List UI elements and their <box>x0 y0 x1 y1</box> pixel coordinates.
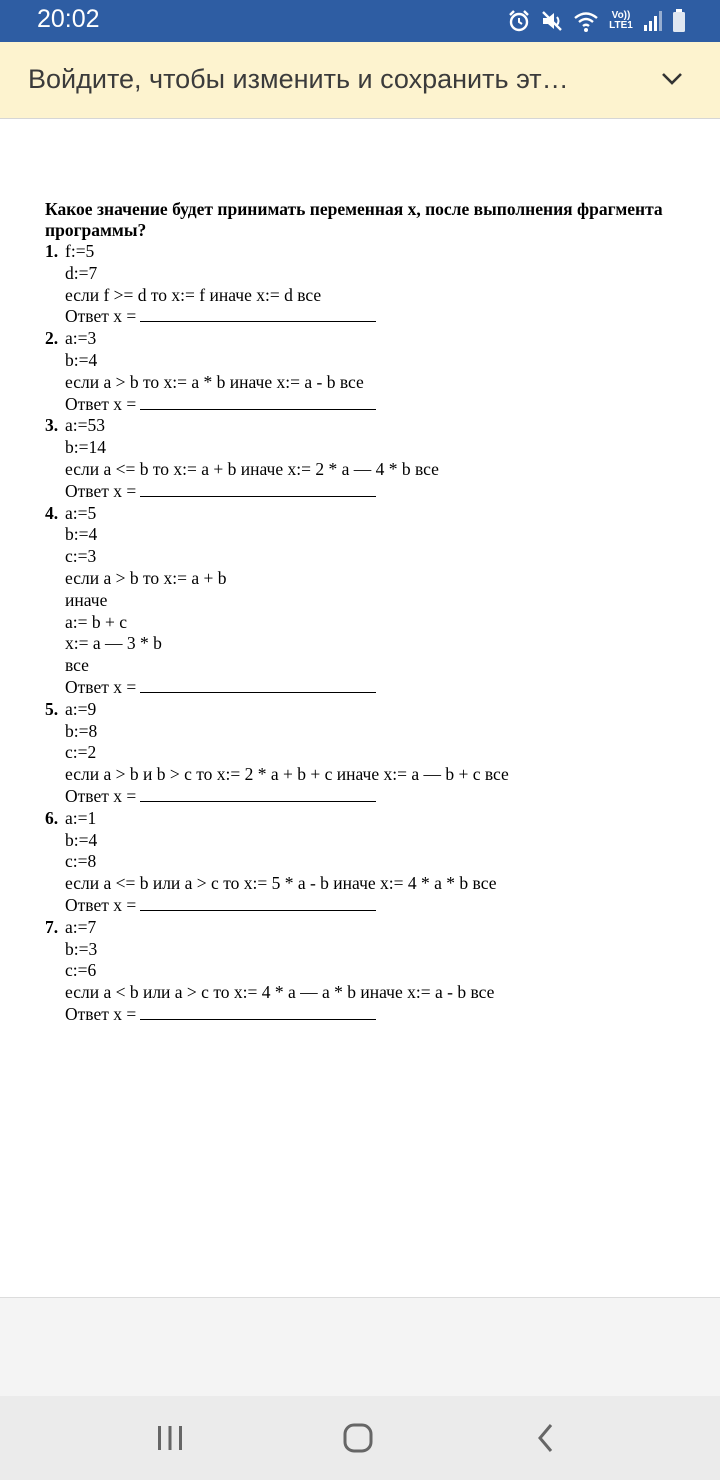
home-button[interactable] <box>336 1416 380 1460</box>
back-button[interactable] <box>524 1416 568 1460</box>
answer-label: Ответ x = <box>65 785 137 806</box>
task-line <box>45 982 695 1004</box>
answer-label: Ответ x = <box>65 894 137 915</box>
task-line <box>45 263 695 285</box>
task-number: 7. <box>45 916 59 937</box>
task-line <box>45 721 695 743</box>
task-line <box>45 568 695 590</box>
code-text: c:=2 <box>65 742 97 763</box>
chevron-down-icon[interactable] <box>660 70 684 88</box>
code-text: a:= b + c <box>65 611 128 632</box>
code-text: если f >= d то x:= f иначе x:= d все <box>65 284 322 305</box>
bottom-panel <box>0 1297 720 1396</box>
code-text: b:=8 <box>65 720 98 741</box>
task-number: 1. <box>45 241 59 261</box>
task-line <box>45 633 695 655</box>
answer-blank <box>140 482 376 497</box>
answer-label: Ответ x = <box>65 480 137 501</box>
signal-icon <box>643 10 663 32</box>
answer-blank <box>140 395 376 410</box>
code-text: если a <= b то x:= a + b иначе x:= 2 * a — 4 * b все <box>65 458 439 479</box>
answer-label: Ответ x = <box>65 1003 137 1024</box>
task-line <box>45 437 695 459</box>
code-text: x:= a — 3 * b <box>65 633 162 654</box>
back-icon <box>534 1422 558 1454</box>
task-line <box>45 655 695 677</box>
code-text: a:=53 <box>65 415 105 436</box>
answer-blank <box>140 896 376 911</box>
home-icon <box>342 1422 374 1454</box>
code-text: если a > b и b > c то x:= 2 * a + b + c иначе x:= a — b + c все <box>65 764 509 785</box>
task-line <box>45 808 695 830</box>
recents-icon <box>155 1424 185 1452</box>
sign-in-banner[interactable] <box>0 42 720 119</box>
task-line <box>45 851 695 873</box>
wifi-icon <box>573 9 599 33</box>
task-line <box>45 873 695 895</box>
task-line <box>45 764 695 786</box>
task-line <box>45 830 695 852</box>
status-icons <box>507 8 686 34</box>
task-line <box>45 328 695 350</box>
recents-button[interactable] <box>148 1416 192 1460</box>
code-text: c:=6 <box>65 960 97 981</box>
task-line <box>45 917 695 939</box>
code-text: если a <= b или a > c то x:= 5 * a - b иначе x:= 4 * a * b все <box>65 873 497 894</box>
answer-row <box>45 786 695 808</box>
task-line <box>45 939 695 961</box>
answer-label: Ответ x = <box>65 393 137 414</box>
code-text: b:=3 <box>65 938 98 959</box>
code-text: все <box>65 655 89 676</box>
answer-row <box>45 306 695 328</box>
answer-label: Ответ x = <box>65 306 137 327</box>
answer-row <box>45 394 695 416</box>
answer-blank <box>140 787 376 802</box>
status-bar <box>0 0 720 42</box>
answer-blank <box>140 1005 376 1020</box>
code-text: b:=4 <box>65 829 98 850</box>
task-line <box>45 742 695 764</box>
task-line <box>45 415 695 437</box>
task-number: 2. <box>45 328 59 349</box>
task-line <box>45 590 695 612</box>
code-text: b:=4 <box>65 524 98 545</box>
document-content <box>45 199 695 1026</box>
answer-row <box>45 481 695 503</box>
code-text: c:=8 <box>65 851 97 872</box>
task-line <box>45 459 695 481</box>
task-line <box>45 612 695 634</box>
mute-icon <box>540 9 564 33</box>
task-number: 5. <box>45 698 59 719</box>
answer-row <box>45 1004 695 1026</box>
battery-icon <box>672 9 686 33</box>
task-line <box>45 960 695 982</box>
status-time: 20:02 <box>37 5 100 33</box>
task-line <box>45 524 695 546</box>
code-text: a:=3 <box>65 328 97 349</box>
task-line <box>45 350 695 372</box>
code-text: a:=7 <box>65 916 97 937</box>
question-title: Какое значение будет принимать переменная x, после выполнения фрагмента программы? <box>45 199 663 240</box>
answer-row <box>45 895 695 917</box>
task-line <box>45 285 695 307</box>
code-text: если a < b или a > c то x:= 4 * a — a * b иначе x:= a - b все <box>65 982 495 1003</box>
code-text: если a > b то x:= a + b <box>65 567 227 588</box>
code-text: если a > b то x:= a * b иначе x:= a - b все <box>65 371 364 392</box>
answer-blank <box>140 307 376 322</box>
code-text: a:=1 <box>65 807 97 828</box>
banner-text: Войдите, чтобы изменить и сохранить эт… <box>28 64 569 94</box>
answer-blank <box>140 678 376 693</box>
task-number: 6. <box>45 807 59 828</box>
task-line <box>45 241 695 263</box>
task-line <box>45 503 695 525</box>
code-text: c:=3 <box>65 546 97 567</box>
code-text: b:=14 <box>65 437 106 458</box>
task-line <box>45 372 695 394</box>
answer-label: Ответ x = <box>65 676 137 697</box>
task-number: 3. <box>45 415 59 436</box>
task-line <box>45 699 695 721</box>
network-type-label: Vo)) LTE1 <box>609 10 633 31</box>
task-number: 4. <box>45 502 59 523</box>
code-text: b:=4 <box>65 349 98 370</box>
code-text: иначе <box>65 589 108 610</box>
navigation-bar <box>0 1396 720 1480</box>
code-text: a:=5 <box>65 502 97 523</box>
code-text: f:=5 <box>65 241 95 261</box>
answer-row <box>45 677 695 699</box>
code-text: d:=7 <box>65 262 98 283</box>
alarm-icon <box>507 9 531 33</box>
code-text: a:=9 <box>65 698 97 719</box>
task-line <box>45 546 695 568</box>
